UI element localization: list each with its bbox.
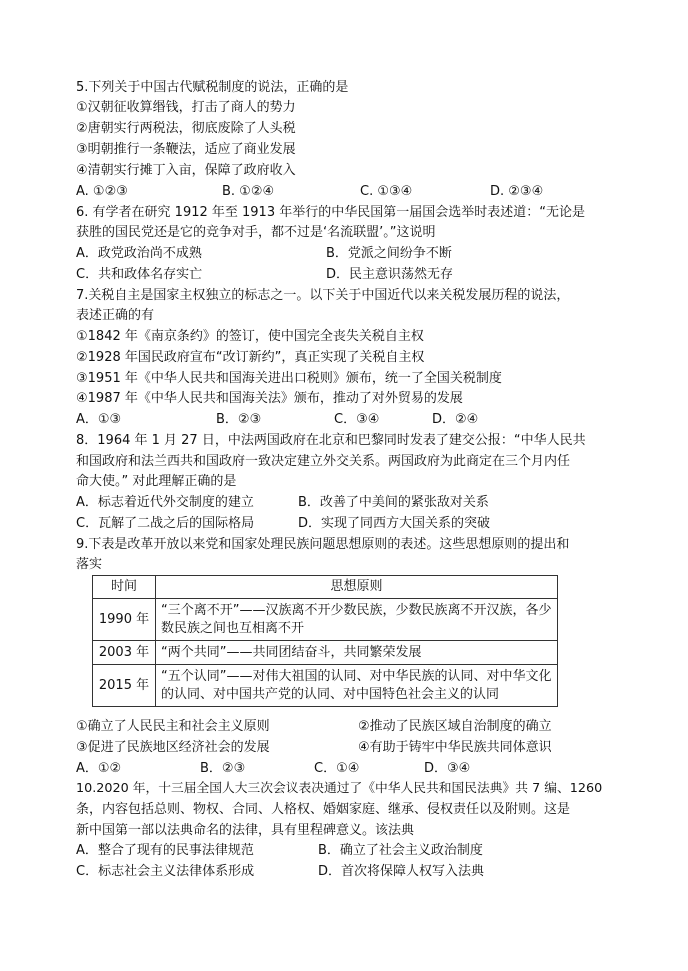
row-year: 2015 年 (93, 665, 156, 707)
q9-option-b[interactable]: B．②③ (200, 761, 246, 776)
q9-line-1: 9.下表是改革开放以来党和国家处理民族问题思想原则的表述。这些思想原则的提出和 (76, 537, 570, 552)
q10-option-c[interactable]: C．标志社会主义法律体系形成 (76, 864, 255, 879)
q7-item-2: ②1928 年国民政府宣布“改订新约”，真正实现了关税自主权 (76, 350, 425, 365)
q7-item-1: ①1842 年《南京条约》的签订，使中国完全丧失关税自主权 (76, 329, 424, 344)
q5-item-2: ②唐朝实行两税法，彻底废除了人头税 (76, 121, 296, 136)
row-year: 2003 年 (93, 641, 156, 665)
q10-line-2: 条，内容包括总则、物权、合同、人格权、婚姻家庭、继承、侵权责任以及附则。这是 (76, 802, 571, 817)
q7-option-b[interactable]: B．②③ (216, 412, 262, 427)
q10-option-b[interactable]: B．确立了社会主义政治制度 (318, 843, 483, 858)
q8-option-a[interactable]: A．标志着近代外交制度的建立 (76, 495, 254, 510)
q10-option-d[interactable]: D．首次将保障人权写入法典 (318, 864, 485, 879)
table-row (93, 665, 558, 707)
q8-line-3: 命大使。” 对此理解正确的是 (76, 474, 237, 489)
q8-option-d[interactable]: D．实现了同西方大国关系的突破 (298, 516, 491, 531)
q9-line-2: 落实 (76, 557, 103, 572)
q5-item-3: ③明朝推行一条鞭法，适应了商业发展 (76, 142, 296, 157)
q9-item-1: ①确立了人民民主和社会主义原则 (76, 719, 270, 734)
q8-line-2: 和国政府和法兰西共和国政府一致决定建立外交关系。两国政府为此商定在三个月内任 (76, 454, 571, 469)
q8-line-1: 8．1964 年 1 月 27 日，中法两国政府在北京和巴黎同时发表了建交公报：“中华人民共 (76, 433, 586, 448)
q5-item-4: ④清朝实行摊丁入亩，保障了政府收入 (76, 163, 296, 178)
q6-option-a[interactable]: A．政党政治尚不成熟 (76, 246, 202, 261)
q5-option-c[interactable]: C. ①③④ (360, 184, 413, 199)
principles-table (92, 575, 558, 707)
q10-option-a[interactable]: A．整合了现有的民事法律规范 (76, 843, 254, 858)
row-year: 1990 年 (93, 599, 156, 641)
q5-option-d[interactable]: D. ②③④ (490, 184, 544, 199)
q6-option-d[interactable]: D．民主意识荡然无存 (326, 267, 454, 282)
table-header-row (93, 576, 558, 599)
q6-line-1: 6. 有学者在研究 1912 年至 1913 年举行的中华民国第一届国会选举时表述道：“无论是 (76, 205, 585, 220)
q10-line-1: 10.2020 年，十三届全国人大三次会议表决通过了《中华人民共和国民法典》共 7 编、1260 (76, 781, 603, 796)
q7-item-3: ③1951 年《中华人民共和国海关进出口税则》颁布，统一了全国关税制度 (76, 371, 502, 386)
q5-option-a[interactable]: A. ①②③ (76, 184, 128, 199)
row-principle: “三个离不开”——汉族离不开少数民族，少数民族离不开汉族，各少数民族之间也互相离不开 (156, 599, 558, 641)
q9-option-d[interactable]: D．③④ (424, 761, 471, 776)
q10-line-3: 新中国第一部以法典命名的法律，具有里程碑意义。该法典 (76, 823, 415, 838)
q8-option-c[interactable]: C．瓦解了二战之后的国际格局 (76, 516, 255, 531)
q9-option-c[interactable]: C．①④ (314, 761, 360, 776)
header-time: 时间 (93, 576, 156, 599)
q8-option-b[interactable]: B．改善了中美间的紧张敌对关系 (298, 495, 489, 510)
table-row (93, 641, 558, 665)
q7-item-4: ④1987 年《中华人民共和国海关法》颁布，推动了对外贸易的发展 (76, 391, 463, 406)
q7-option-d[interactable]: D．②④ (432, 412, 479, 427)
q7-option-c[interactable]: C．③④ (334, 412, 380, 427)
q5-option-b[interactable]: B. ①②④ (222, 184, 275, 199)
q7-line-1: 7.关税自主是国家主权独立的标志之一。以下关于中国近代以来关税发展历程的说法， (76, 288, 570, 303)
q6-line-2: 获胜的国民党还是它的竞争对手，都不过是‘名流联盟’。”这说明 (76, 225, 436, 240)
q9-item-4: ④有助于铸牢中华民族共同体意识 (358, 740, 552, 755)
q5-stem: 5.下列关于中国古代赋税制度的说法，正确的是 (76, 80, 349, 95)
q7-line-2: 表述正确的有 (76, 308, 155, 323)
header-principle: 思想原则 (156, 576, 558, 599)
table-row (93, 599, 558, 641)
row-principle: “五个认同”——对伟大祖国的认同、对中华民族的认同、对中华文化的认同、对中国共产党的认同、对中国特色社会主义的认同 (156, 665, 558, 707)
row-principle: “两个共同”——共同团结奋斗，共同繁荣发展 (156, 641, 558, 665)
q6-option-b[interactable]: B．党派之间纷争不断 (326, 246, 452, 261)
q7-option-a[interactable]: A．①③ (76, 412, 122, 427)
q6-option-c[interactable]: C．共和政体名存实亡 (76, 267, 203, 282)
q5-item-1: ①汉朝征收算缗钱，打击了商人的势力 (76, 100, 296, 115)
q9-item-3: ③促进了民族地区经济社会的发展 (76, 740, 270, 755)
q9-item-2: ②推动了民族区域自治制度的确立 (358, 719, 552, 734)
q9-option-a[interactable]: A．①② (76, 761, 122, 776)
